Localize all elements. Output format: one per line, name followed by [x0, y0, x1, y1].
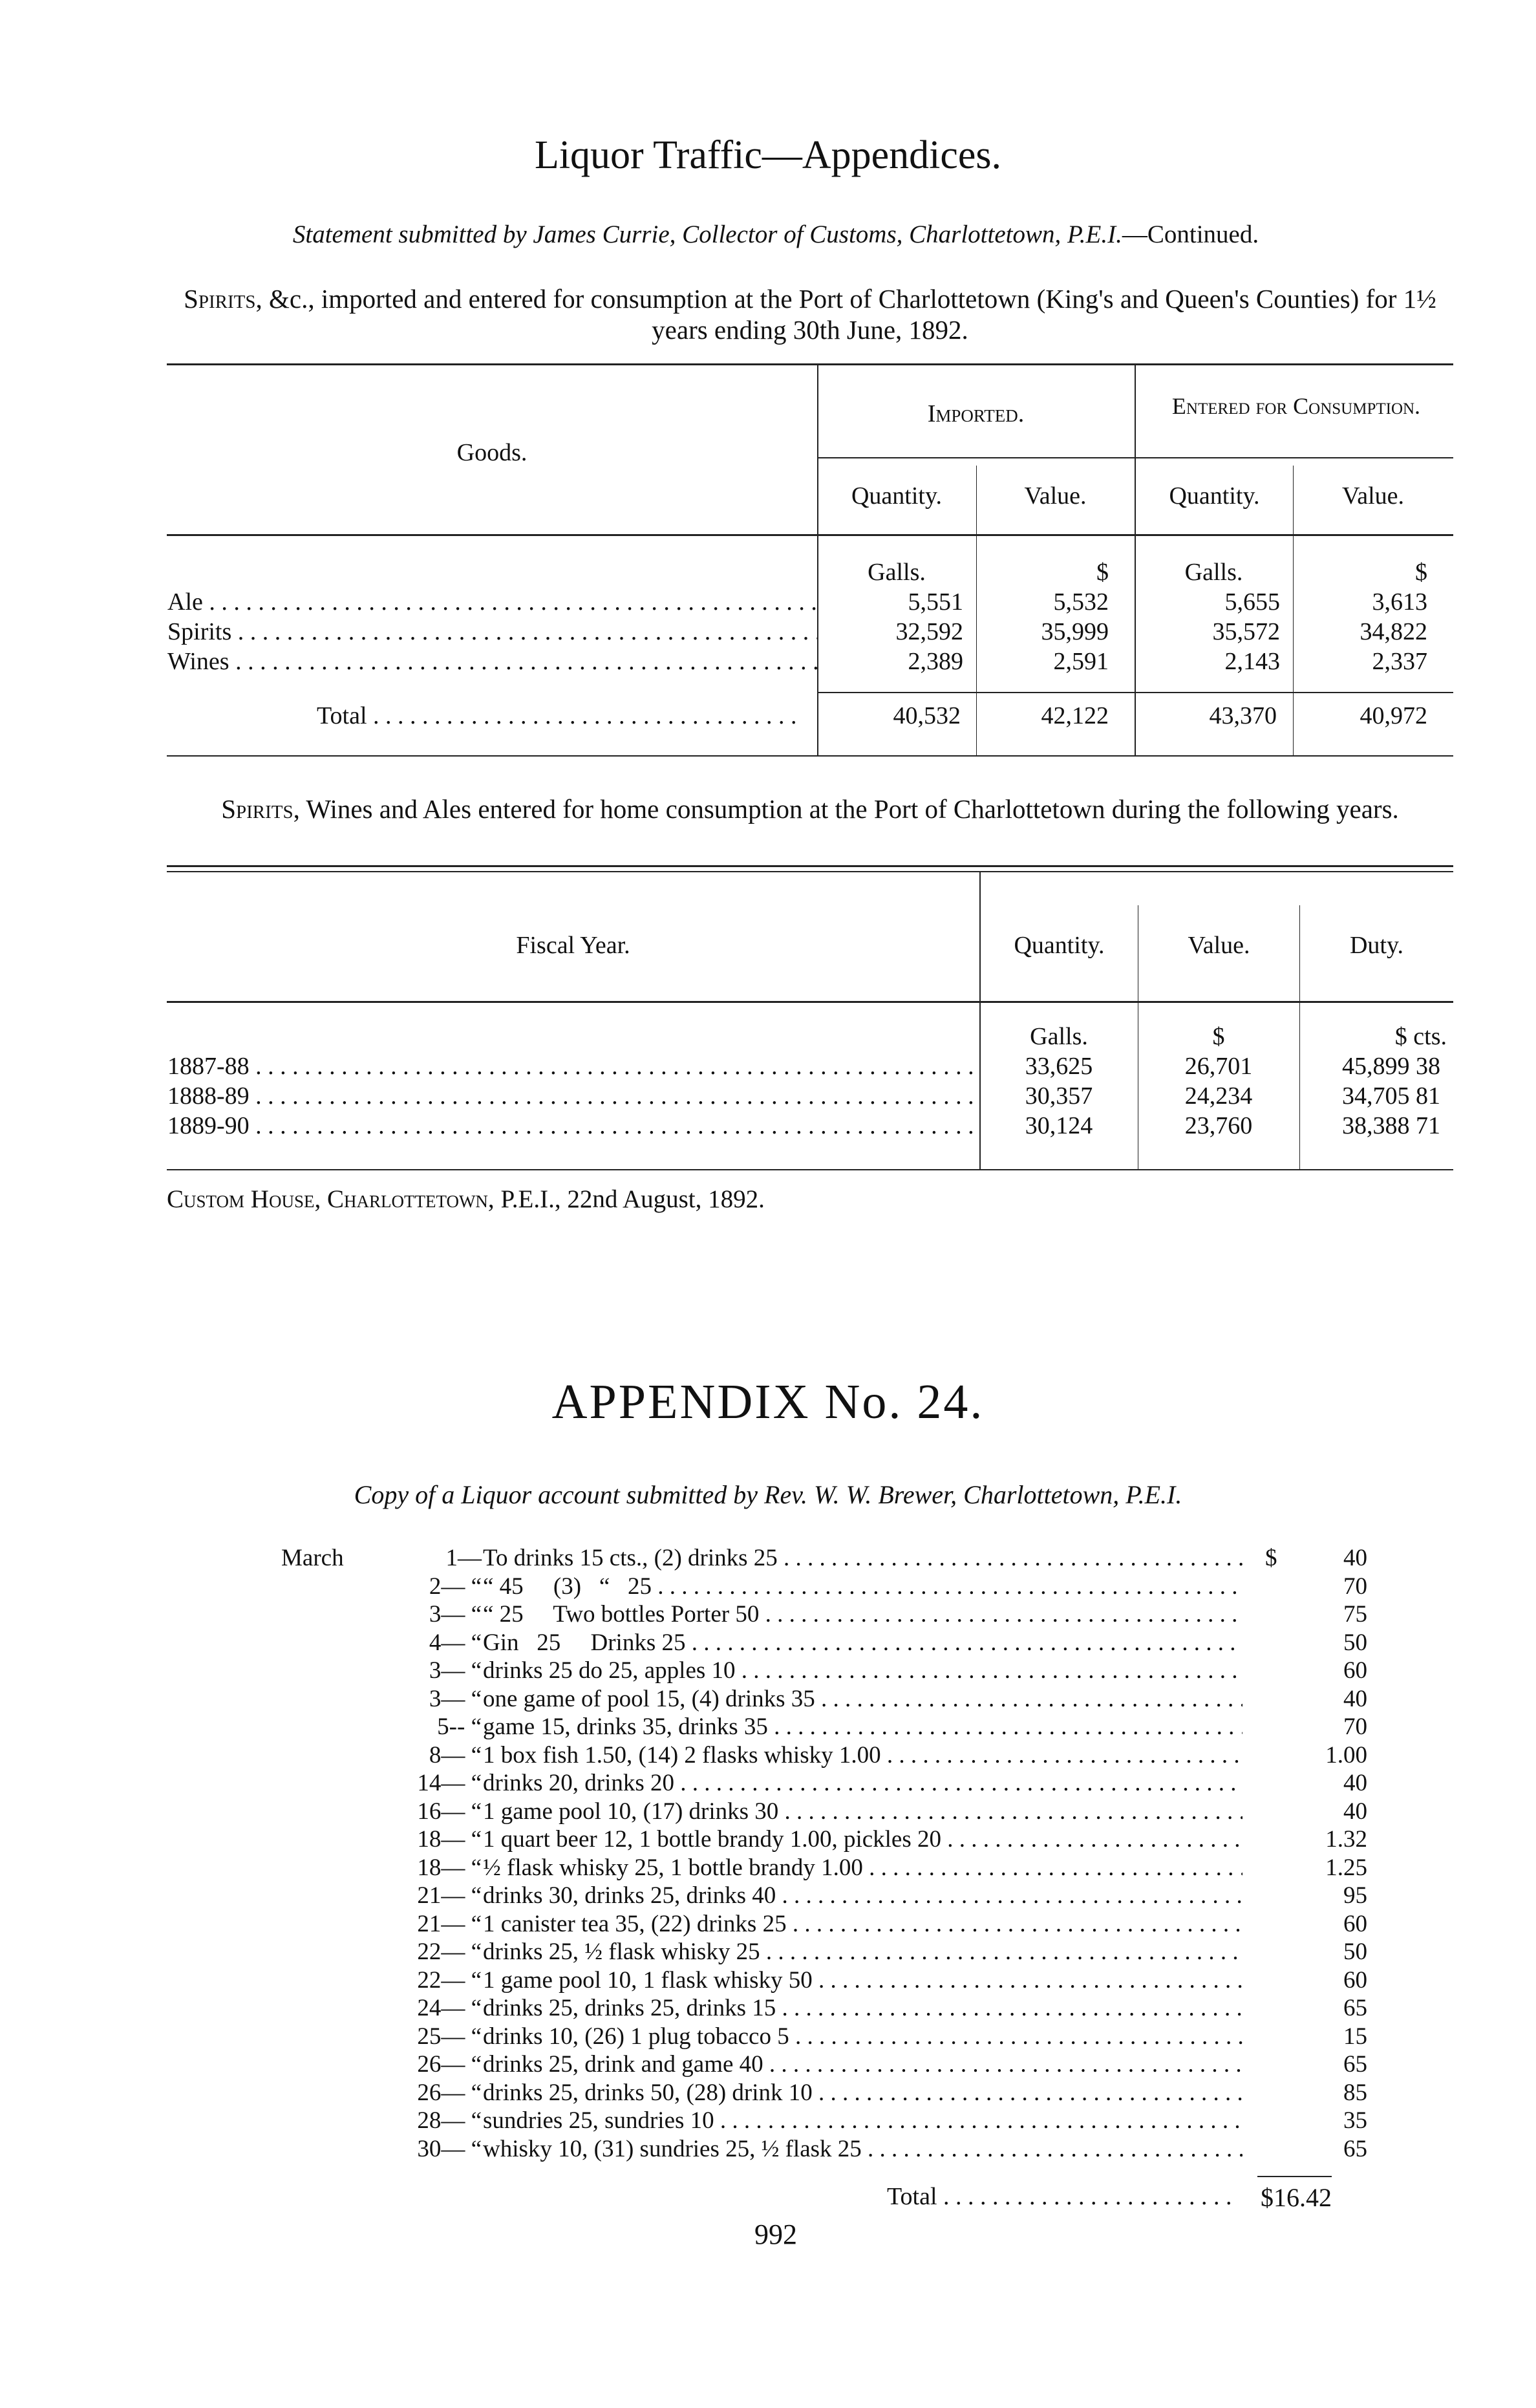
- ledger-description: whisky 10, (31) sundries 25, ½ flask 25 . . .: [483, 2135, 1243, 2163]
- ledger-total-value: $16.42: [1261, 2183, 1332, 2212]
- table1-total-rule: [817, 692, 1453, 693]
- table1-ent-qty-cell: 5,655: [1224, 588, 1280, 616]
- table1-goods-cell: Spirits . . .: [167, 617, 817, 647]
- statement-subtitle-text: Statement submitted by James Currie, Collector of Customs, Charlottetown, P.E.I.: [292, 220, 1122, 248]
- table1-header-imported: Imported.: [927, 400, 1025, 427]
- ledger-description: drinks 25, drink and game 40 . . .: [483, 2050, 1243, 2078]
- ledger-day: 3— “: [429, 1685, 482, 1712]
- ledger-dollar-sign: $: [1265, 1545, 1277, 1571]
- ledger-amount: 70: [1343, 1714, 1367, 1740]
- table1-ent-qty-cell: 35,572: [1212, 618, 1280, 645]
- liquor-account-ledger: [281, 1544, 1367, 2163]
- ledger-day: 22— “: [417, 1939, 482, 1965]
- table1-caption-text: , &c., imported and entered for consumption at the Port of Charlottetown (King's and Queen's Counties) for 1½ years ending 30th June, 1892.: [255, 284, 1436, 345]
- table1-ent-val-cell: 2,337: [1372, 648, 1427, 675]
- table1-caption-lead: Spirits: [184, 284, 256, 314]
- ledger-entry: [281, 1910, 1367, 1939]
- table1-units-row: [167, 557, 1453, 587]
- ledger-day: 30— “: [417, 2135, 482, 2162]
- table1-total-label: Total . . .: [317, 702, 802, 730]
- page-title: Liquor Traffic—Appendices.: [534, 133, 1002, 177]
- ledger-month: March: [281, 1545, 344, 1571]
- table1-header-goods: Goods.: [456, 439, 528, 466]
- ledger-description: 1 game pool 10, 1 flask whisky 50 . . .: [483, 1966, 1243, 1994]
- ledger-day: 22— “: [417, 1966, 482, 1994]
- table1-subheader-rule: [817, 457, 1453, 458]
- table1-header-imp-quantity: Quantity.: [851, 482, 942, 510]
- table1-goods-cell: Wines . . .: [167, 647, 817, 676]
- ledger-amount: 85: [1343, 2079, 1367, 2106]
- ledger-entry: [281, 2079, 1367, 2107]
- table2-top-rule-double: [167, 871, 1453, 872]
- ledger-day: 28— “: [417, 2107, 482, 2134]
- ledger-amount: 40: [1343, 1685, 1367, 1712]
- ledger-description: drinks 25 do 25, apples 10 . . .: [483, 1657, 1243, 1684]
- ledger-entry: [281, 2023, 1367, 2051]
- table1-imp-qty-cell: 2,389: [908, 648, 963, 675]
- table1-unit-imp-val: $: [1096, 559, 1109, 586]
- ledger-entry: [281, 1741, 1367, 1770]
- ledger-day: 3— “: [429, 1657, 482, 1684]
- table2-header-value: Value.: [1188, 932, 1250, 959]
- table1-total-imp-val: 42,122: [1041, 702, 1109, 729]
- ledger-entry: [281, 1544, 1367, 1573]
- statement-subtitle: [129, 220, 1422, 249]
- ledger-description: drinks 20, drinks 20 . . .: [483, 1769, 1243, 1797]
- table1-ent-qty-cell: 2,143: [1224, 648, 1280, 675]
- table2-row: [167, 1051, 1453, 1081]
- ledger-entry: [281, 2135, 1367, 2164]
- ledger-description: game 15, drinks 35, drinks 35 . . .: [483, 1713, 1243, 1741]
- table2-bottom-rule: [167, 1169, 1453, 1170]
- ledger-total-label: Total . . .: [887, 2182, 1236, 2211]
- ledger-total-rule: [1257, 2176, 1332, 2177]
- table2-header-year: Fiscal Year.: [516, 932, 630, 959]
- table1-header-ent-quantity: Quantity.: [1169, 482, 1260, 510]
- ledger-entry: [281, 1994, 1367, 2023]
- table1-top-rule: [167, 363, 1453, 365]
- ledger-day: 25— “: [417, 2023, 482, 2050]
- table2-header-bottom-rule: [167, 1001, 1453, 1003]
- table2-duty-cell: 45,899 38: [1342, 1053, 1440, 1080]
- table1-header-bottom-rule: [167, 534, 1453, 536]
- ledger-description: sundries 25, sundries 10 . . .: [483, 2107, 1243, 2134]
- ledger-description: Gin 25 Drinks 25 . . .: [483, 1629, 1243, 1657]
- ledger-amount: 60: [1343, 1910, 1367, 1937]
- table2-header-quantity: Quantity.: [1014, 932, 1105, 959]
- ledger-description: “ 45 (3) “ 25 . . .: [483, 1573, 1243, 1600]
- ledger-entry: [281, 1657, 1367, 1685]
- table2-qty-cell: 33,625: [1025, 1053, 1093, 1080]
- table2-header-duty: Duty.: [1349, 932, 1404, 959]
- ledger-entry: [281, 1966, 1367, 1995]
- ledger-description: one game of pool 15, (4) drinks 35 . . .: [483, 1685, 1243, 1713]
- table1-imp-qty-cell: 32,592: [895, 618, 963, 645]
- ledger-amount: 60: [1343, 1657, 1367, 1684]
- table1-total-ent-val: 40,972: [1360, 702, 1427, 729]
- signoff-place: Custom House, Charlottetown,: [167, 1185, 495, 1213]
- ledger-entry: [281, 1882, 1367, 1910]
- ledger-entry: [281, 1713, 1367, 1741]
- ledger-amount: 65: [1343, 2135, 1367, 2162]
- ledger-entry: [281, 1600, 1367, 1629]
- ledger-entry: [281, 1825, 1367, 1854]
- table2-caption-text: , Wines and Ales entered for home consumption at the Port of Charlottetown during the following years.: [293, 794, 1399, 824]
- table1-bottom-rule: [167, 755, 1453, 757]
- ledger-amount: 95: [1343, 1882, 1367, 1909]
- ledger-description: drinks 25, drinks 25, drinks 15 . . .: [483, 1994, 1243, 2022]
- ledger-day: 18— “: [417, 1826, 482, 1853]
- ledger-amount: 50: [1343, 1939, 1367, 1965]
- ledger-description: 1 quart beer 12, 1 bottle brandy 1.00, pickles 20 . . .: [483, 1825, 1243, 1853]
- ledger-day: 2— “: [429, 1573, 482, 1600]
- ledger-day: 8— “: [429, 1741, 482, 1768]
- ledger-amount: 1.00: [1325, 1741, 1367, 1768]
- table1-caption: [167, 283, 1453, 345]
- ledger-day: 5-- “: [437, 1714, 482, 1740]
- table1-row: [167, 587, 1453, 617]
- ledger-amount: 40: [1343, 1770, 1367, 1796]
- table1-unit-ent-val: $: [1415, 559, 1427, 586]
- ledger-description: drinks 30, drinks 25, drinks 40 . . .: [483, 1882, 1243, 1909]
- table2-caption-lead: Spirits: [221, 794, 293, 824]
- signoff-line: [167, 1185, 765, 1214]
- table1-imp-val-cell: 2,591: [1053, 648, 1109, 675]
- table2-val-cell: 24,234: [1184, 1082, 1253, 1110]
- ledger-description: 1 canister tea 35, (22) drinks 25 . . .: [483, 1910, 1243, 1938]
- ledger-day: 21— “: [417, 1882, 482, 1909]
- table1-goods-cell: Ale . . .: [167, 587, 817, 617]
- ledger-entry: [281, 2050, 1367, 2079]
- ledger-amount: 60: [1343, 1966, 1367, 1994]
- ledger-day: 26— “: [417, 2051, 482, 2078]
- table1-total-ent-qty: 43,370: [1209, 702, 1277, 729]
- table1-body: [167, 557, 1453, 676]
- table1-row: [167, 647, 1453, 676]
- table2-year-cell: 1887-88 . . .: [167, 1051, 980, 1081]
- table2-year-cell: 1888-89 . . .: [167, 1081, 980, 1111]
- table1-imp-val-cell: 35,999: [1041, 618, 1109, 645]
- table1-header-imp-value: Value.: [1024, 482, 1087, 510]
- ledger-description: drinks 25, drinks 50, (28) drink 10 . . .: [483, 2079, 1243, 2107]
- ledger-entry: [281, 1573, 1367, 1601]
- table2-units-row: [167, 1022, 1453, 1051]
- table2-row: [167, 1081, 1453, 1111]
- ledger-day: 26— “: [417, 2079, 482, 2106]
- table2-unit-duty: $ cts.: [1394, 1023, 1447, 1050]
- table1-unit-ent-qty: Galls.: [1184, 559, 1243, 586]
- ledger-amount: 15: [1343, 2023, 1367, 2050]
- table2-qty-cell: 30,124: [1025, 1112, 1093, 1139]
- table1-ent-val-cell: 3,613: [1372, 588, 1427, 616]
- ledger-description: 1 box fish 1.50, (14) 2 flasks whisky 1.00 . . .: [483, 1741, 1243, 1769]
- ledger-description: drinks 25, ½ flask whisky 25 . . .: [483, 1938, 1243, 1966]
- ledger-amount: 1.32: [1325, 1826, 1367, 1853]
- ledger-entry: [281, 2107, 1367, 2135]
- continued-label: —Continued.: [1122, 220, 1259, 248]
- ledger-amount: 65: [1343, 1995, 1367, 2021]
- ledger-day: 16— “: [417, 1798, 482, 1825]
- signoff-date: P.E.I., 22nd August, 1892.: [494, 1185, 765, 1213]
- ledger-amount: 40: [1343, 1798, 1367, 1825]
- table1-imp-val-cell: 5,532: [1053, 588, 1109, 616]
- table2-unit-val: $: [1212, 1023, 1225, 1050]
- ledger-day: 18— “: [417, 1854, 482, 1881]
- table1-ent-val-cell: 34,822: [1360, 618, 1427, 645]
- ledger-day: 1—: [445, 1545, 482, 1571]
- table2-unit-qty: Galls.: [1030, 1023, 1088, 1050]
- table2-body: [167, 1022, 1453, 1141]
- ledger-day: 21— “: [417, 1910, 482, 1937]
- ledger-amount: 65: [1343, 2051, 1367, 2078]
- ledger-entry: [281, 1798, 1367, 1826]
- table1-header-ent-value: Value.: [1341, 482, 1405, 510]
- ledger-description: ½ flask whisky 25, 1 bottle brandy 1.00 . . .: [483, 1854, 1243, 1882]
- table1-header-entered: Entered for Consumption.: [1171, 393, 1421, 419]
- ledger-description: “ 25 Two bottles Porter 50 . . .: [483, 1600, 1243, 1628]
- ledger-amount: 70: [1343, 1573, 1367, 1600]
- ledger-day: 24— “: [417, 1995, 482, 2021]
- ledger-amount: 1.25: [1325, 1854, 1367, 1881]
- ledger-entry: [281, 1938, 1367, 1966]
- ledger-amount: 75: [1343, 1601, 1367, 1628]
- ledger-day: 14— “: [417, 1770, 482, 1796]
- ledger-entry: [281, 1854, 1367, 1882]
- table1-row: [167, 617, 1453, 647]
- table2-duty-cell: 34,705 81: [1342, 1082, 1440, 1110]
- ledger-amount: 50: [1343, 1629, 1367, 1656]
- ledger-entry: [281, 1769, 1367, 1798]
- table2-duty-cell: 38,388 71: [1342, 1112, 1440, 1139]
- ledger-entry: [281, 1685, 1367, 1714]
- page-number: 992: [754, 2219, 797, 2250]
- appendix-subtitle: Copy of a Liquor account submitted by Rev. W. W. Brewer, Charlottetown, P.E.I.: [354, 1480, 1182, 1509]
- table2-qty-cell: 30,357: [1025, 1082, 1093, 1110]
- ledger-amount: 35: [1343, 2107, 1367, 2134]
- table2-top-rule: [167, 865, 1453, 867]
- ledger-description: 1 game pool 10, (17) drinks 30 . . .: [483, 1798, 1243, 1825]
- ledger-day: 3— “: [429, 1601, 482, 1628]
- ledger-description: drinks 10, (26) 1 plug tobacco 5 . . .: [483, 2023, 1243, 2050]
- ledger-day: 4— “: [429, 1629, 482, 1656]
- table2-row: [167, 1111, 1453, 1141]
- ledger-amount: 40: [1343, 1545, 1367, 1571]
- appendix-title: APPENDIX No. 24.: [551, 1375, 985, 1429]
- table1-total-imp-qty: 40,532: [893, 702, 961, 729]
- table1-unit-imp-qty: Galls.: [868, 559, 926, 586]
- table2-year-cell: 1889-90 . . .: [167, 1111, 980, 1141]
- table2-val-cell: 23,760: [1184, 1112, 1253, 1139]
- table2-caption: [167, 793, 1453, 824]
- ledger-entry: [281, 1629, 1367, 1657]
- ledger-description: To drinks 15 cts., (2) drinks 25 . . .: [483, 1544, 1243, 1572]
- table2-val-cell: 26,701: [1184, 1053, 1253, 1080]
- table1-imp-qty-cell: 5,551: [908, 588, 963, 616]
